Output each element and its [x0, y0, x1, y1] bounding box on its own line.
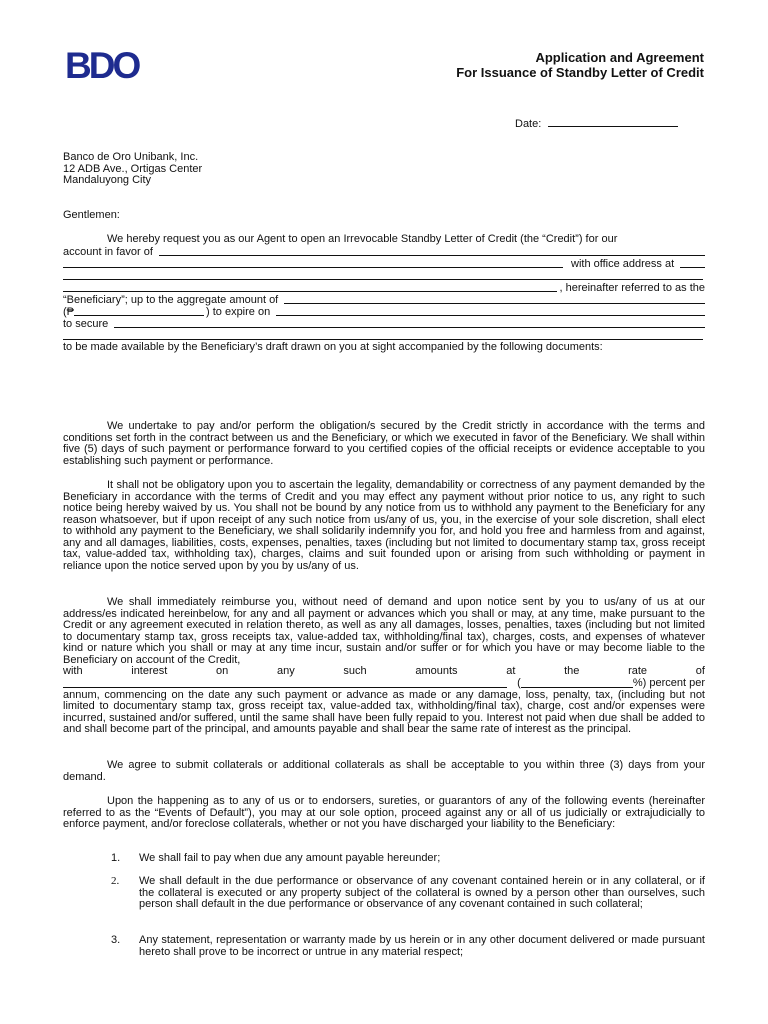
bank-address: [63, 152, 202, 187]
title-line-1: Application and Agreement: [535, 50, 704, 65]
reimburse-section: [63, 597, 705, 736]
rate-word: of: [695, 665, 705, 677]
address-line-3: Mandaluyong City: [63, 174, 152, 186]
date-label: Date:: [515, 118, 542, 130]
expiry-row: [63, 306, 705, 318]
rate-word: rate: [628, 665, 648, 677]
rate-word: amounts: [415, 665, 458, 677]
account-row: [63, 246, 705, 258]
rate-word: on: [216, 665, 229, 677]
rate-word: with: [63, 665, 83, 677]
amount-figures-blank[interactable]: [74, 306, 204, 316]
not-obligatory-paragraph: It shall not be obligatory upon you to ascertain the legality, demandability or correctness of any payment demanded by the Beneficiary in accordance with the terms of Credit and you may effect any payment without prior notice to us, any right to such notice being hereby waived by us. You shall not be bound by any notice from us to withhold any payment to the Beneficiary for any reason whatsoever, but if upon receipt of any such notice from us/any of us, you, in the exercise of your sole discretion, shall elect to withhold any payment to the Beneficiary, we shall solidarily indemnify you for, and hold you free and harmless from and against, any and all damages, liabilities, costs, expenses, penalties, taxes (including but not limited to documentary stamp tax, gross receipt tax, value-added tax, withholding tax), charges, claims and suit founded upon or arising from such withholding or payment in reliance upon the notice served upon by you by us/any of us.: [63, 479, 705, 572]
hereinafter-row: [63, 282, 705, 294]
bdo-logo: BDO: [65, 45, 139, 86]
rate-words-blank[interactable]: [63, 678, 507, 688]
request-intro: We hereby request you as our Agent to open an Irrevocable Standby Letter of Credit (the “Credit”) for our: [107, 233, 618, 245]
office-row: [63, 258, 705, 270]
request-section: [63, 234, 705, 354]
rate-word: such: [343, 665, 367, 677]
address-blank-row: [63, 270, 705, 282]
percent-row: ( %) percent per: [63, 678, 705, 690]
date-blank[interactable]: [548, 117, 678, 127]
rate-word: any: [276, 665, 295, 677]
expiry-date-blank[interactable]: [276, 306, 705, 316]
rate-figure-blank[interactable]: [521, 678, 633, 688]
event-number: 3.: [111, 934, 121, 946]
event-text: Any statement, representation or warranty made by us herein or in any other document delivered or made pursuant hereto shall prove to be incorrect or untrue in any material respect;: [139, 934, 705, 958]
rate-word: the: [564, 665, 580, 677]
event-number: 2.: [111, 875, 120, 887]
salutation: Gentlemen:: [63, 209, 120, 221]
office-address-blank[interactable]: [680, 258, 705, 268]
undertake-paragraph: We undertake to pay and/or perform the obligation/s secured by the Credit strictly in accordance with the terms and conditions set forth in the contract between us and the Beneficiary, or which we executed in favor of the Beneficiary. We shall within five (5) days of such payment or performance forward to you certified copies of the official receipts or evidence acceptable to you establishing such payment or performance.: [63, 420, 705, 467]
beneficiary-label: “Beneficiary”; up to the aggregate amount of: [63, 293, 279, 306]
reimburse-end-paragraph: annum, commencing on the date any such payment or advance as made or any damage, loss, penalty, tax, (including but not limited to documentary stamp tax, gross receipt tax, value-added tax, withholding/final tax), charge, cost and/or expenses were incurred, sustained and/or suffered, until the same shall have been fully repaid to you. Interest not paid when due shall be added to and shall become part of the principal, and amounts payable and shall bear the same rate of interest as the principal.: [63, 688, 705, 735]
document-title: [456, 50, 704, 80]
address-line-1: Banco de Oro Unibank, Inc.: [63, 151, 199, 163]
documents-label: to be made available by the Beneficiary’s draft drawn on you at sight accompanied by the following documents:: [63, 341, 603, 353]
amount-row: [63, 294, 705, 306]
beneficiary-name-blank[interactable]: [63, 258, 563, 268]
event-number: 1.: [111, 852, 121, 864]
rate-word: interest: [131, 665, 168, 677]
hereinafter-label: , hereinafter referred to as the: [559, 281, 705, 294]
rate-row: [63, 666, 705, 678]
address-continued-blank[interactable]: [63, 270, 703, 280]
account-blank[interactable]: [159, 246, 705, 256]
secure-blank[interactable]: [114, 318, 705, 328]
peso-open: (₱: [63, 305, 74, 318]
event-text: We shall default in the due performance or observance of any covenant contained herein or in any collateral, or if the collateral is executed or any property subject of the collateral is owned by a person other than ourselves, such person shall default in the due performance or observance of any covenant contained in such collateral;: [139, 875, 705, 910]
collaterals-paragraph: We agree to submit collaterals or additional collaterals as shall be acceptable to you within three (3) days from your demand.: [63, 759, 705, 783]
reimburse-paragraph: We shall immediately reimburse you, without need of demand and upon notice sent by you to us/any of us at our address/es indicated hereinbelow, for any and all payment or advances which you shall or may, at any time, make pursuant to the Credit or any agreement executed in relation thereto, as well as any all damages, losses, penalties, taxes (including but not limited to documentary stamp tax, gross receipts tax, value-added tax, withholding/final tax), charges, costs, and expenses of whatever kind or nature which you shall or may at any time incur, sustain and/or suffer or for which you have or may become liable to the Beneficiary on account of the Credit,: [63, 596, 705, 666]
secure-label: to secure: [63, 317, 109, 330]
percent-label: %) percent per: [632, 677, 705, 689]
secure-row: [63, 318, 705, 330]
title-line-2: For Issuance of Standby Letter of Credit: [456, 65, 704, 80]
office-address-label: with office address at: [571, 257, 675, 270]
date-field[interactable]: [515, 117, 678, 131]
account-label: account in favor of: [63, 245, 153, 258]
address-blank-2[interactable]: [63, 282, 557, 292]
address-line-2: 12 ADB Ave., Ortigas Center: [63, 162, 203, 175]
default-intro-paragraph: Upon the happening as to any of us or to endorsers, sureties, or guarantors of any of the following events (hereinafter referred to as the “Events of Default”), you may at our sole option, proceed against any or all of us judicially or extrajudicially to enforce payment, and/or foreclose collaterals, whether or not you have discharged your liability to the Beneficiary:: [63, 795, 705, 830]
amount-words-blank[interactable]: [284, 294, 705, 304]
event-text: We shall fail to pay when due any amount payable hereunder;: [139, 852, 441, 864]
secure-continued-blank[interactable]: [63, 330, 703, 340]
rate-word: at: [506, 665, 516, 677]
expire-label: ) to expire on: [206, 305, 271, 318]
